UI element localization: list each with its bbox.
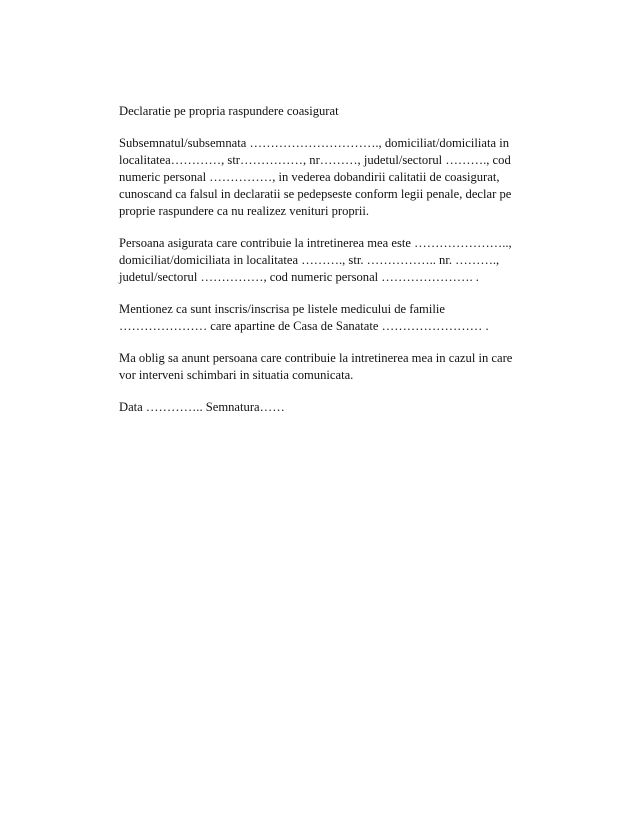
paragraph-declaration <box>119 135 519 220</box>
document-title: Declaratie pe propria raspundere coasigurat <box>119 104 339 118</box>
text-line: numeric personal ……………, in vederea dobandirii calitatii de coasigurat, <box>119 170 500 184</box>
text-line: Ma oblig sa anunt persoana care contribuie la intretinerea mea in cazul in care <box>119 351 513 365</box>
text-line: domiciliat/domiciliata in localitatea ………., str. …………….. nr. ………., <box>119 253 500 267</box>
signature-line <box>119 399 519 416</box>
paragraph-obligation <box>119 350 519 384</box>
text-line: judetul/sectorul ……………, cod numeric personal …………………. . <box>119 270 479 284</box>
text-line: ………………… care apartine de Casa de Sanatate …………………… . <box>119 319 489 333</box>
paragraph-family-doctor <box>119 301 519 335</box>
date-signature-text: Data ………….. Semnatura…… <box>119 400 285 414</box>
text-line: Subsemnatul/subsemnata …………………………., domiciliat/domiciliata in <box>119 136 510 150</box>
text-line: localitatea…………, str……………, nr………, judetul/sectorul ………., cod <box>119 153 511 167</box>
document-body <box>119 103 519 431</box>
text-line: vor interveni schimbari in situatia comunicata. <box>119 368 354 382</box>
text-line: Persoana asigurata care contribuie la intretinerea mea este ………………….., <box>119 236 512 250</box>
text-line: proprie raspundere ca nu realizez venituri proprii. <box>119 204 370 218</box>
text-line: cunoscand ca falsul in declaratii se pedepseste conform legii penale, declar pe <box>119 187 512 201</box>
paragraph-insured-person <box>119 235 519 286</box>
text-line: Mentionez ca sunt inscris/inscrisa pe listele medicului de familie <box>119 302 445 316</box>
